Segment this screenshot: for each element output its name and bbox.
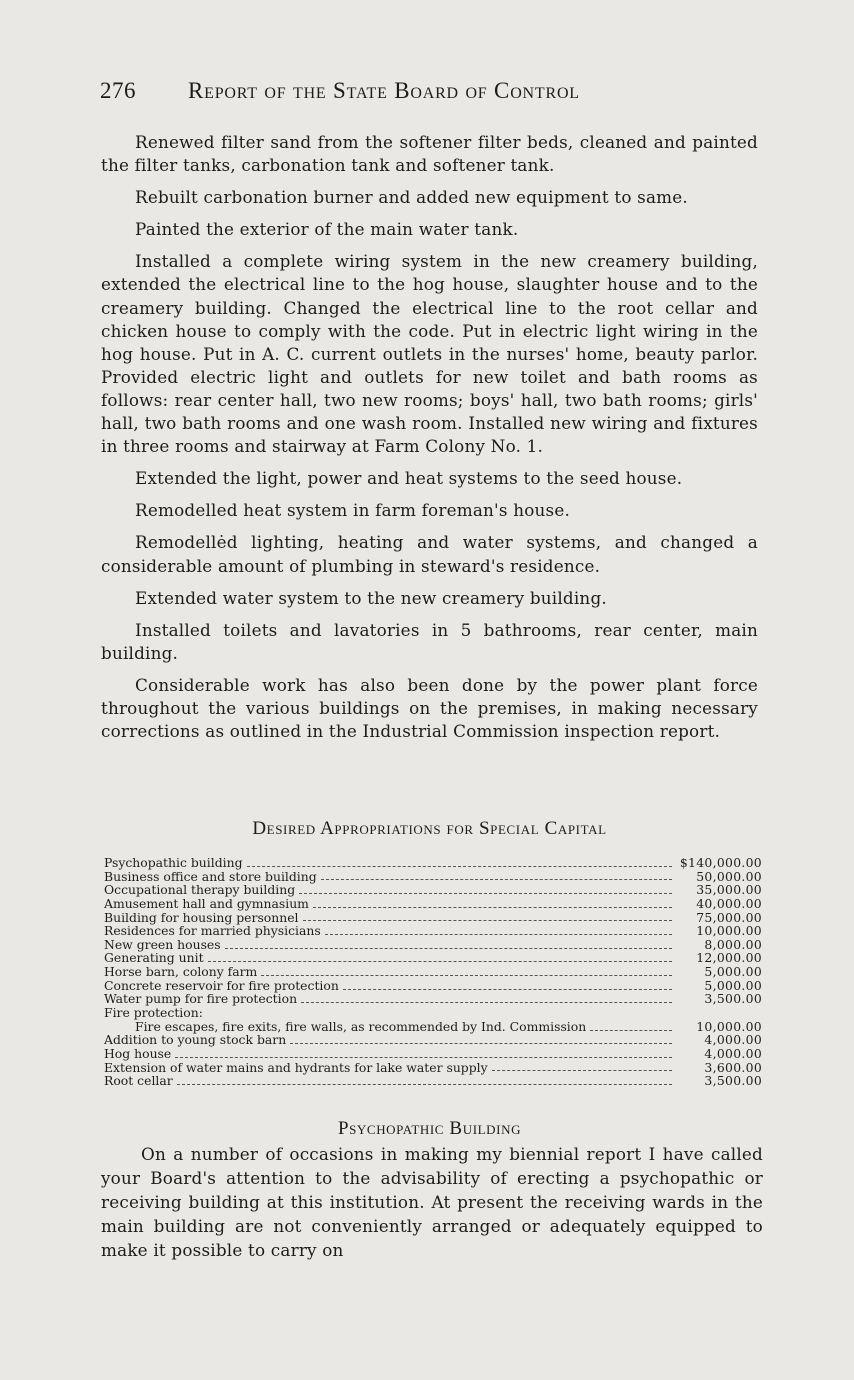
table-row <box>104 911 762 925</box>
item-label: Water pump for fire protection <box>104 991 298 1007</box>
item-amount: 10,000.00 <box>696 1018 762 1034</box>
item-amount: 4,000.00 <box>704 1045 762 1061</box>
table-row <box>104 1047 762 1061</box>
dot-leader <box>290 1040 672 1044</box>
paragraph: Remodellėd lighting, heating and water systems, and changed a considerable amount of plumbing in steward's residence. <box>101 532 758 576</box>
item-amount: 40,000.00 <box>696 895 762 911</box>
dot-leader <box>301 999 672 1003</box>
item-label: Concrete reservoir for fire protection <box>104 977 339 993</box>
table-row <box>104 924 762 938</box>
item-label: Addition to young stock barn <box>104 1032 287 1048</box>
paragraph: Extended water system to the new creamery building. <box>135 587 607 608</box>
paragraph: Painted the exterior of the main water tank. <box>135 219 519 240</box>
dot-leader <box>208 958 672 962</box>
item-label: Amusement hall and gymnasium <box>104 895 309 911</box>
dot-leader <box>492 1067 672 1071</box>
table-row <box>104 870 762 884</box>
item-amount: 3,500.00 <box>704 991 762 1007</box>
paragraph: Installed toilets and lavatories in 5 bathrooms, rear center, main building. <box>101 619 758 663</box>
dot-leader <box>247 863 672 867</box>
item-label: Horse barn, colony farm <box>104 964 258 980</box>
table-row <box>104 856 762 870</box>
dot-leader <box>303 917 672 921</box>
item-label: New green houses <box>104 936 221 952</box>
paragraph: Rebuilt carbonation burner and added new equipment to same. <box>135 187 688 208</box>
item-amount: 10,000.00 <box>696 923 762 939</box>
paragraph: Extended the light, power and heat systems to the seed house. <box>135 468 683 489</box>
appropriations-table <box>104 856 762 1088</box>
dot-leader <box>590 1027 672 1031</box>
item-label: Generating unit <box>104 950 204 966</box>
table-row <box>104 992 762 1006</box>
psychopathic-heading: Psychopathic Building <box>337 1118 522 1139</box>
item-amount: 3,600.00 <box>704 1059 762 1075</box>
paragraph: Renewed filter sand from the softener filter beds, cleaned and painted the filter tanks, carbonation tank and softener tank. <box>101 132 758 176</box>
item-amount: 8,000.00 <box>704 936 762 952</box>
table-row <box>104 1074 762 1088</box>
item-label: Residences for married physicians <box>104 923 321 939</box>
table-row <box>104 1006 762 1020</box>
item-label: Root cellar <box>104 1073 173 1089</box>
dot-leader <box>207 1013 672 1016</box>
table-row <box>104 965 762 979</box>
dot-leader <box>343 986 672 990</box>
table-row <box>104 1020 762 1034</box>
page-header <box>100 78 760 104</box>
dot-leader <box>325 931 672 935</box>
psychopathic-text <box>101 1142 763 1262</box>
page-number: 276 <box>100 78 136 103</box>
dot-leader <box>175 1054 672 1058</box>
table-row <box>104 1061 762 1075</box>
item-amount: 5,000.00 <box>704 977 762 993</box>
item-amount: 5,000.00 <box>704 964 762 980</box>
dot-leader <box>321 876 672 880</box>
dot-leader <box>299 890 672 894</box>
item-label: Hog house <box>104 1045 172 1061</box>
item-label: Fire protection: <box>104 1005 203 1021</box>
paragraph: On a number of occasions in making my biennial report I have called your Board's attention to the advisability of erecting a psychopathic or receiving building at this institution. At present the receiving wards in the main building are not conveniently arranged or adequately equipped to make it possible to carry on <box>101 1144 763 1260</box>
item-label: Occupational therapy building <box>104 882 296 898</box>
item-label: Fire escapes, fire exits, fire walls, as recommended by Ind. Commission <box>135 1018 587 1034</box>
item-label: Psychopathic building <box>104 855 243 870</box>
dot-leader <box>225 945 672 949</box>
item-amount: 50,000.00 <box>696 868 762 884</box>
item-label: Extension of water mains and hydrants for lake water supply <box>104 1059 488 1075</box>
table-row <box>104 979 762 993</box>
item-amount: 75,000.00 <box>696 909 762 925</box>
paragraph: Considerable work has also been done by the power plant force throughout the various buildings on the premises, in making necessary corrections as outlined in the Industrial Commission inspection report. <box>101 674 758 742</box>
item-amount: 3,500.00 <box>704 1073 762 1089</box>
item-label: Business office and store building <box>104 868 317 884</box>
item-amount: 4,000.00 <box>704 1032 762 1048</box>
appropriations-heading: Desired Appropriations for Special Capital <box>252 818 607 839</box>
item-amount: $140,000.00 <box>679 855 762 870</box>
running-title: Report of the State Board of Control <box>188 78 580 103</box>
item-amount: 12,000.00 <box>696 950 762 966</box>
table-row <box>104 1033 762 1047</box>
dot-leader <box>261 972 672 976</box>
paragraph: Remodelled heat system in farm foreman's house. <box>135 500 570 521</box>
paragraph: Installed a complete wiring system in the new creamery building, extended the electrical line to the hog house, slaughter house and to the creamery building. Changed the electrical line to the root cellar and chicken house to comply with the code. Put in electric light wiring in the hog house. Put in A. C. current outlets in the nurses' home, beauty parlor. Provided electric light and outlets for new toilet and bath rooms as follows: rear center hall, two new rooms; boys' hall, two bath rooms; girls' hall, two bath rooms and one wash room. Installed new wiring and fixtures in three rooms and stairway at Farm Colony No. 1. <box>101 251 758 457</box>
dot-leader <box>313 904 672 908</box>
item-label: Building for housing personnel <box>104 909 299 925</box>
table-row <box>104 897 762 911</box>
item-amount: 35,000.00 <box>696 882 762 898</box>
dot-leader <box>177 1081 672 1085</box>
body-text <box>101 131 758 752</box>
table-row <box>104 951 762 965</box>
table-row <box>104 938 762 952</box>
table-row <box>104 883 762 897</box>
